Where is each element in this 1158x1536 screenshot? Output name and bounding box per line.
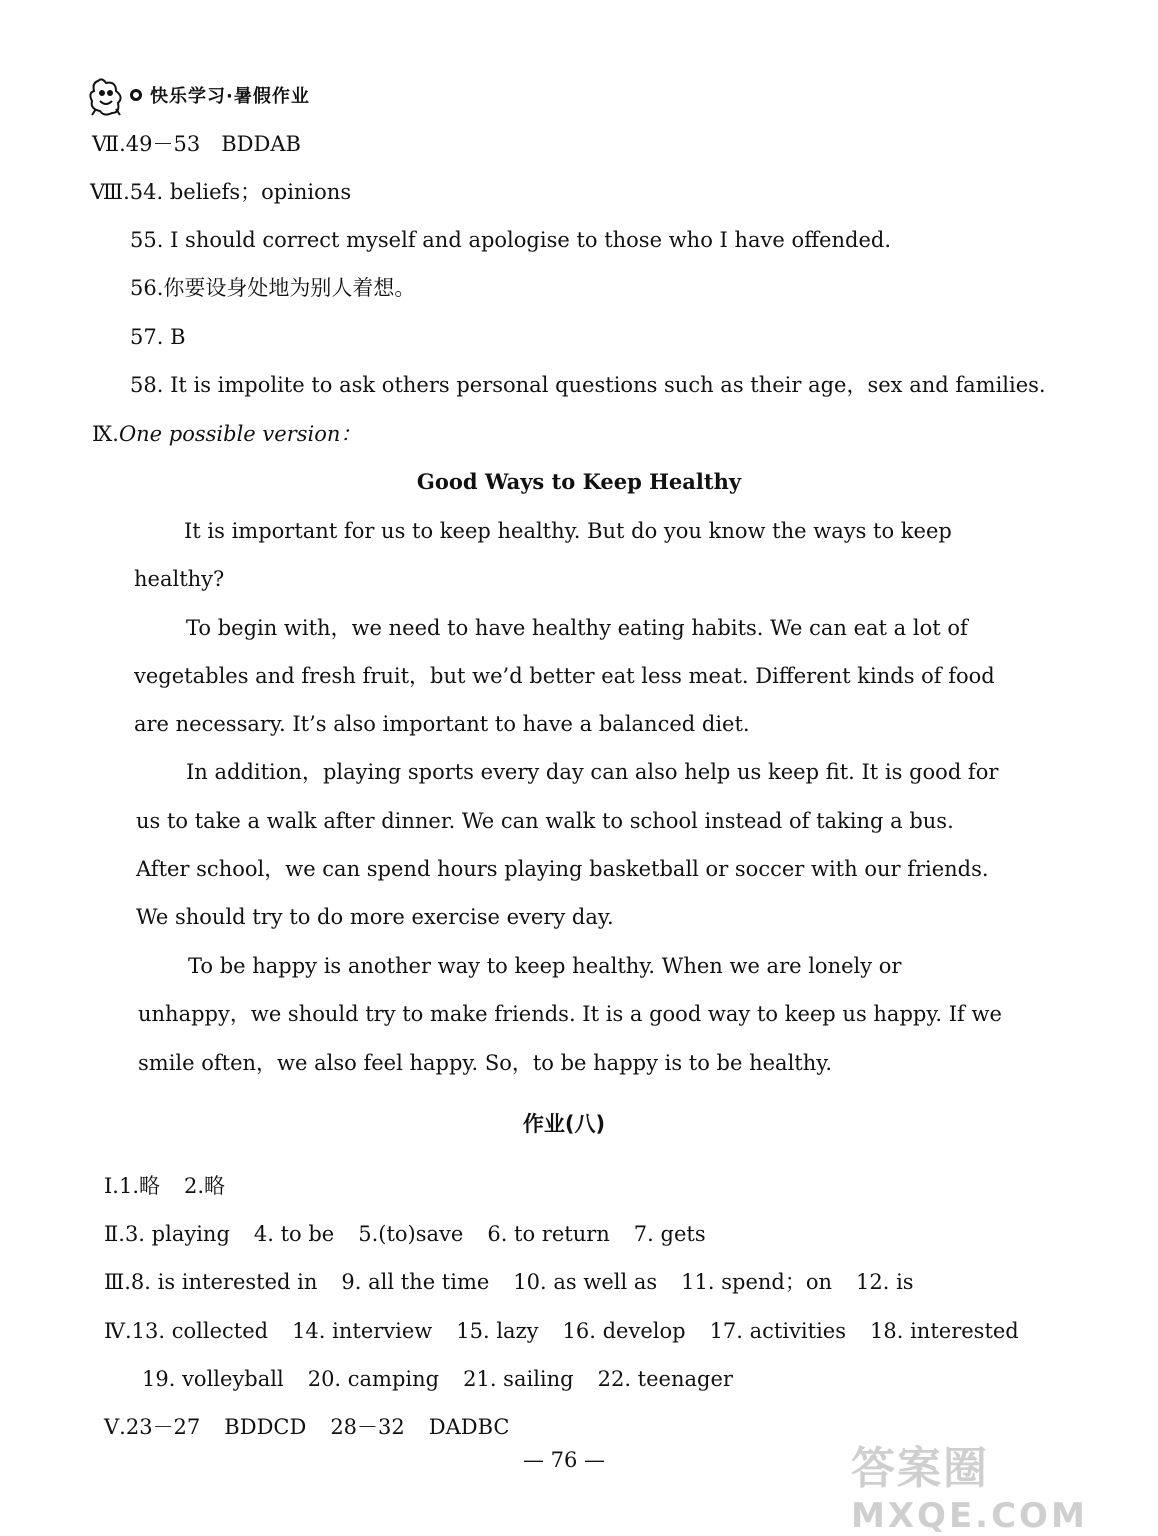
answer-item: 6. to return [487, 1222, 610, 1246]
essay-line: vegetables and fresh fruit，but we’d better eat less meat. Different kinds of food [134, 664, 995, 688]
essay-line: After school，we can spend hours playing basketball or soccer with our friends. [136, 857, 989, 881]
answer-item: Ⅳ.13. collected [104, 1319, 269, 1343]
essay-line: In addition，playing sports every day can also help us keep fit. It is good for [186, 760, 999, 784]
section-number: Ⅸ. [92, 422, 119, 446]
answer-item: 22. teenager [597, 1367, 733, 1391]
answer-row-3 [104, 1268, 914, 1296]
answer-item: 2.略 [184, 1174, 226, 1198]
answer-line-8: Ⅷ.54. beliefs；opinions [90, 180, 352, 204]
answer-item: Ⅰ.1.略 [104, 1174, 161, 1198]
answer-item: BDDCD [224, 1415, 307, 1439]
answer-row-4 [104, 1317, 1019, 1345]
answer-item: 5.(to)save [358, 1222, 464, 1246]
version-label: One possible version： [118, 422, 362, 446]
answer-row-4b [142, 1365, 733, 1393]
answer-item: Ⅲ.8. is interested in [104, 1270, 318, 1294]
answer-row-1 [104, 1172, 225, 1200]
essay-line: unhappy，we should try to make friends. It is a good way to keep us happy. If we [138, 1002, 1002, 1026]
answer-row-2 [104, 1220, 706, 1248]
answer-line-7: Ⅶ.49－53 BDDAB [92, 132, 301, 156]
answer-line-55: 55. I should correct myself and apologise to those who I have offended. [130, 228, 891, 252]
header-title: 快乐学习·暑假作业 [150, 86, 310, 107]
answer-item: 19. volleyball [142, 1367, 284, 1391]
answer-line-9 [92, 420, 361, 448]
essay-line: We should try to do more exercise every day. [136, 905, 614, 929]
watermark-url: MXQE.COM [851, 1496, 1088, 1536]
watermark-logo-text: 答案圈 [851, 1443, 989, 1494]
answer-item: 18. interested [870, 1319, 1019, 1343]
answer-item: 28－32 [330, 1415, 405, 1439]
answer-item: Ⅴ.23－27 [104, 1415, 201, 1439]
page-number: — 76 — [522, 1448, 606, 1472]
answer-item: 10. as well as [513, 1270, 658, 1294]
essay-line: To begin with，we need to have healthy eating habits. We can eat a lot of [186, 616, 968, 640]
answer-item: Ⅱ.3. playing [104, 1222, 230, 1246]
answer-item: DADBC [428, 1415, 510, 1439]
answer-item: 15. lazy [456, 1319, 539, 1343]
page-header [86, 70, 310, 120]
essay-line: smile often，we also feel happy. So，to be happy is to be healthy. [138, 1051, 832, 1075]
essay-title: Good Ways to Keep Healthy [416, 469, 742, 494]
mascot-logo-icon [86, 73, 126, 117]
bullet-icon [130, 89, 142, 101]
answer-item: 12. is [856, 1270, 914, 1294]
answer-line-56: 56.你要设身处地为别人着想。 [130, 276, 416, 300]
answer-item: 20. camping [307, 1367, 440, 1391]
answer-item: 16. develop [562, 1319, 686, 1343]
answer-line-57: 57. B [130, 325, 186, 349]
essay-line: It is important for us to keep healthy. But do you know the ways to keep [184, 519, 952, 543]
essay-line: healthy? [134, 567, 225, 591]
essay-line: us to take a walk after dinner. We can walk to school instead of taking a bus. [136, 809, 954, 833]
answer-item: 4. to be [253, 1222, 335, 1246]
answer-item: 9. all the time [341, 1270, 490, 1294]
answer-row-5 [104, 1413, 510, 1441]
answer-item: 14. interview [292, 1319, 433, 1343]
answer-item: 17. activities [709, 1319, 847, 1343]
answer-item: 7. gets [633, 1222, 706, 1246]
essay-line: are necessary. It’s also important to have a balanced diet. [134, 712, 750, 736]
watermark [851, 1432, 1088, 1536]
section-heading: 作业(八) [522, 1112, 606, 1136]
answer-line-58: 58. It is impolite to ask others personal questions such as their age，sex and families. [130, 373, 1046, 397]
answer-item: 11. spend；on [681, 1270, 833, 1294]
essay-line: To be happy is another way to keep healthy. When we are lonely or [188, 954, 902, 978]
answer-item: 21. sailing [463, 1367, 574, 1391]
